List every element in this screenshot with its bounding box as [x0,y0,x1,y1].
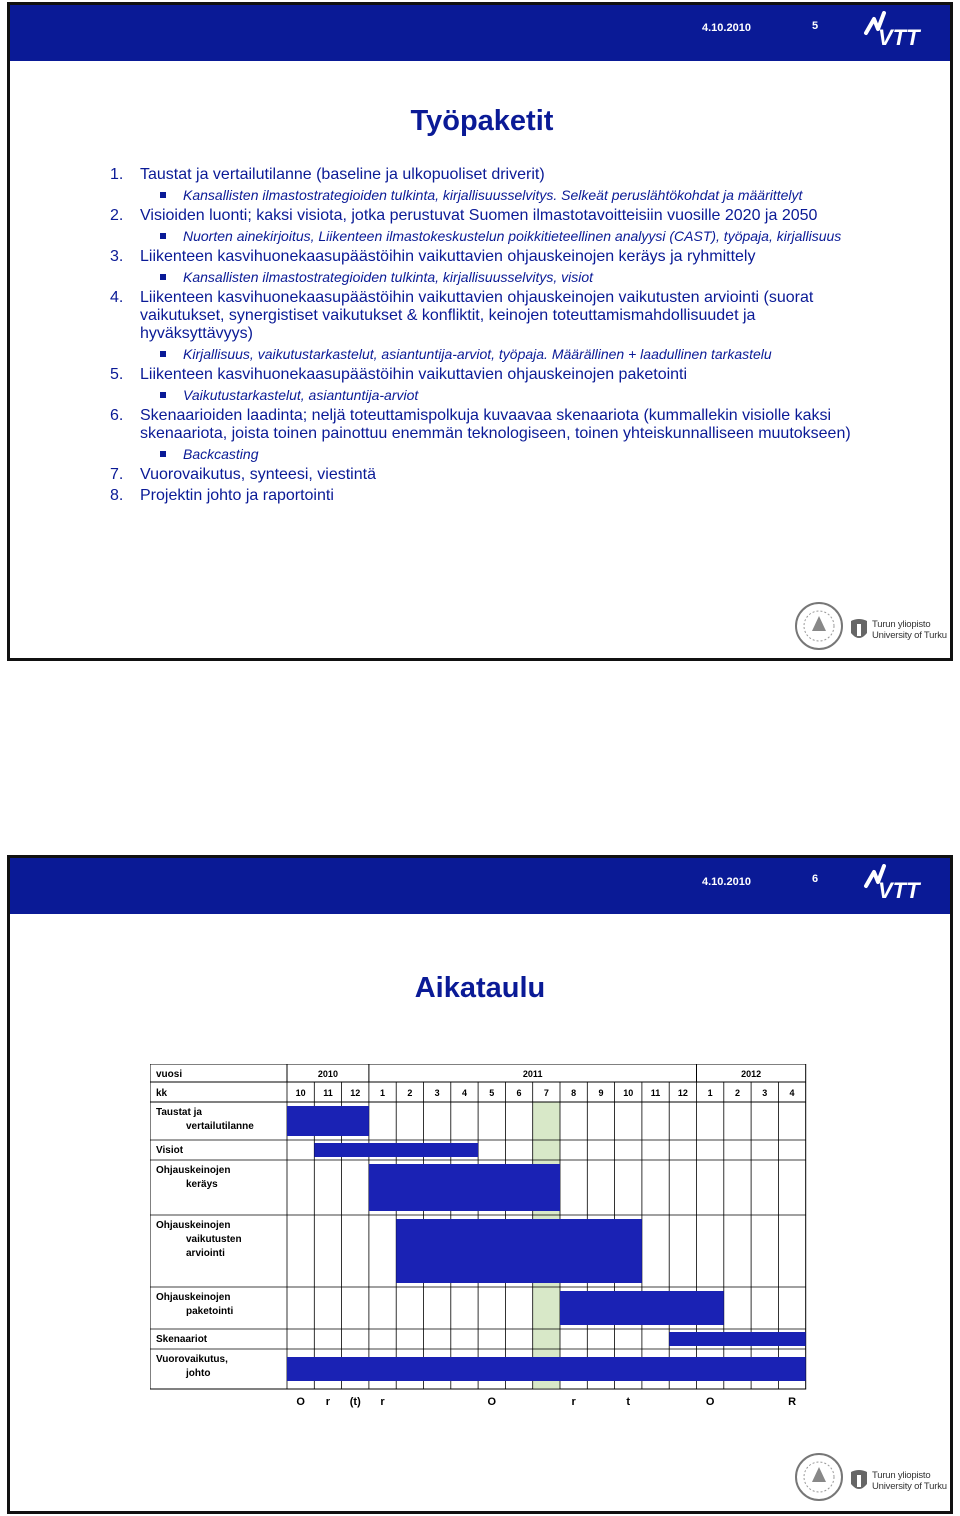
work-package-list [110,163,870,505]
task-bar [314,1143,478,1157]
item-number: 3. [110,248,124,265]
month-label: 1 [380,1088,386,1098]
item-text: Vuorovaikutus, synteesi, viestintä [140,466,376,483]
item-number: 8. [110,487,124,504]
month-label: 4 [789,1088,795,1098]
sub-item-text: Kirjallisuus, vaikutustarkastelut, asiantuntija-arviot, työpaja. Määrällinen + laadullinen tarkastelu [183,346,772,362]
item-number: 1. [110,166,124,183]
milestone-label: t [626,1396,631,1408]
item-text: Liikenteen kasvihuonekaasupäästöihin vaikuttavien ohjauskeinojen keräys ja ryhmittely [140,248,756,265]
milestone-label: O [705,1396,715,1408]
svg-text:VTT: VTT [878,25,920,50]
work-package-item [110,366,870,384]
month-label: 2 [407,1088,413,1098]
item-text: Visioiden luonti; kaksi visiota, jotka perustuvat Suomen ilmastotavoitteisiin vuosille 2020 ja 2050 [140,207,818,224]
month-label: 11 [323,1088,333,1098]
month-label: 8 [571,1088,577,1098]
item-text: Skenaarioiden laadinta; neljä toteuttamispolkuja kuvaavaa skenaariota (kummallekin visiolle kaksi skenaariota, joista toinen painottuu enemmän teknologiseen, toinen yhteiskunnalliseen muutokseen) [140,407,851,442]
work-package-item [110,487,870,505]
task-label: keräys [186,1179,218,1190]
item-number: 6. [110,407,124,424]
slide-title: Työpaketit [410,105,554,137]
schedule-gantt-chart [150,1064,845,1414]
month-header-label: kk [156,1088,168,1099]
university-seal-icon [794,601,844,651]
task-label: arviointi [186,1248,225,1259]
month-label: 7 [543,1088,549,1098]
sub-item [110,228,870,245]
task-label: vaikutusten [186,1234,242,1245]
sub-item-text: Nuorten ainekirjoitus, Liikenteen ilmastokeskustelun poikkitieteellinen analyysi (CAST), työpaja, kirjallisuus [183,228,842,244]
year-label: 2011 [522,1069,543,1079]
milestone-label: R [788,1396,797,1408]
milestone-label: (t) [349,1396,361,1408]
square-bullet-icon [160,233,166,239]
square-bullet-icon [160,274,166,280]
month-label: 3 [434,1088,440,1098]
month-label: 9 [598,1088,604,1098]
task-bar [560,1291,724,1325]
milestone-label: r [380,1396,385,1408]
task-label: Vuorovaikutus, [156,1354,228,1365]
task-label: Ohjauskeinojen [156,1292,231,1303]
milestone-label: r [571,1396,576,1408]
sub-item [110,446,870,463]
month-label: 5 [489,1088,495,1098]
year-label: 2010 [317,1069,338,1079]
slide-date: 4.10.2010 [702,876,751,888]
vtt-logo [862,864,946,904]
sub-item [110,387,870,404]
milestone-label: O [296,1396,305,1408]
year-header-label: vuosi [156,1069,183,1080]
slide-date: 4.10.2010 [702,22,751,34]
task-bar [369,1164,560,1211]
month-label: 4 [461,1088,467,1098]
month-label: 2 [734,1088,740,1098]
sub-item [110,187,870,204]
work-package-item [110,407,870,443]
task-label: Visiot [156,1145,184,1156]
item-number: 2. [110,207,124,224]
work-package-item [110,166,870,184]
item-number: 7. [110,466,124,483]
month-label: 10 [623,1088,634,1098]
sub-item-text: Vaikutustarkastelut, asiantuntija-arviot [183,387,419,403]
month-label: 12 [350,1088,361,1098]
sub-item-text: Backcasting [183,446,259,462]
vtt-logo [862,11,946,51]
square-bullet-icon [160,392,166,398]
header-bar [10,5,950,61]
sub-item-text: Kansallisten ilmastostrategioiden tulkinta, kirjallisuusselvitys, visiot [183,269,594,285]
item-text: Taustat ja vertailutilanne (baseline ja ulkopuoliset driverit) [140,166,545,183]
task-bar [396,1219,642,1283]
item-number: 4. [110,289,124,306]
slide-number: 5 [812,20,819,32]
svg-text:VTT: VTT [878,878,920,903]
item-text: Liikenteen kasvihuonekaasupäästöihin vaikuttavien ohjauskeinojen vaikutusten arviointi (suorat vaikutukset, synergistiset vaikutukset & konfliktit, keinojen toteuttamismahdollisuudet ja hyväksyttävyys) [140,289,814,342]
slide-title: Aikataulu [414,972,546,1004]
slide-aikataulu [7,855,953,1514]
sub-item [110,269,870,286]
work-package-item [110,289,870,343]
item-text: Projektin johto ja raportointi [140,487,334,504]
sub-item [110,346,870,363]
month-label: 10 [295,1088,306,1098]
work-package-item [110,466,870,484]
item-text: Liikenteen kasvihuonekaasupäästöihin vaikuttavien ohjauskeinojen paketointi [140,366,688,383]
month-label: 3 [762,1088,768,1098]
month-label: 11 [650,1088,661,1098]
work-package-item [110,248,870,266]
university-seal-icon [794,1452,844,1502]
work-package-item [110,207,870,225]
square-bullet-icon [160,351,166,357]
task-label: Taustat ja [156,1107,202,1118]
university-of-turku-text: Turun yliopisto University of Turku [872,1470,947,1492]
month-label: 6 [516,1088,522,1098]
task-label: Ohjauskeinojen [156,1220,231,1231]
item-number: 5. [110,366,124,383]
task-label: Skenaariot [156,1334,208,1345]
task-bar [287,1357,806,1381]
task-bar [669,1332,806,1346]
task-label: johto [186,1368,211,1379]
task-label: paketointi [186,1306,234,1317]
task-bar [287,1106,369,1136]
milestone-label: r [325,1396,331,1408]
square-bullet-icon [160,451,166,457]
month-label: 12 [677,1088,688,1098]
month-label: 1 [707,1088,713,1098]
task-label: Ohjauskeinojen [156,1165,231,1176]
square-bullet-icon [160,192,166,198]
sub-item-text: Kansallisten ilmastostrategioiden tulkinta, kirjallisuusselvitys. Selkeät peruslähtökohdat ja määrittelyt [183,187,803,203]
turku-emblem-icon [848,617,870,645]
milestone-label: O [487,1396,497,1408]
slide-tyopaketit [7,2,953,661]
year-label: 2012 [741,1069,762,1079]
slide-number: 6 [812,873,819,885]
turku-emblem-icon [848,1468,870,1496]
university-of-turku-text: Turun yliopisto University of Turku [872,619,947,641]
task-label: vertailutilanne [186,1121,254,1132]
header-bar [10,858,950,914]
